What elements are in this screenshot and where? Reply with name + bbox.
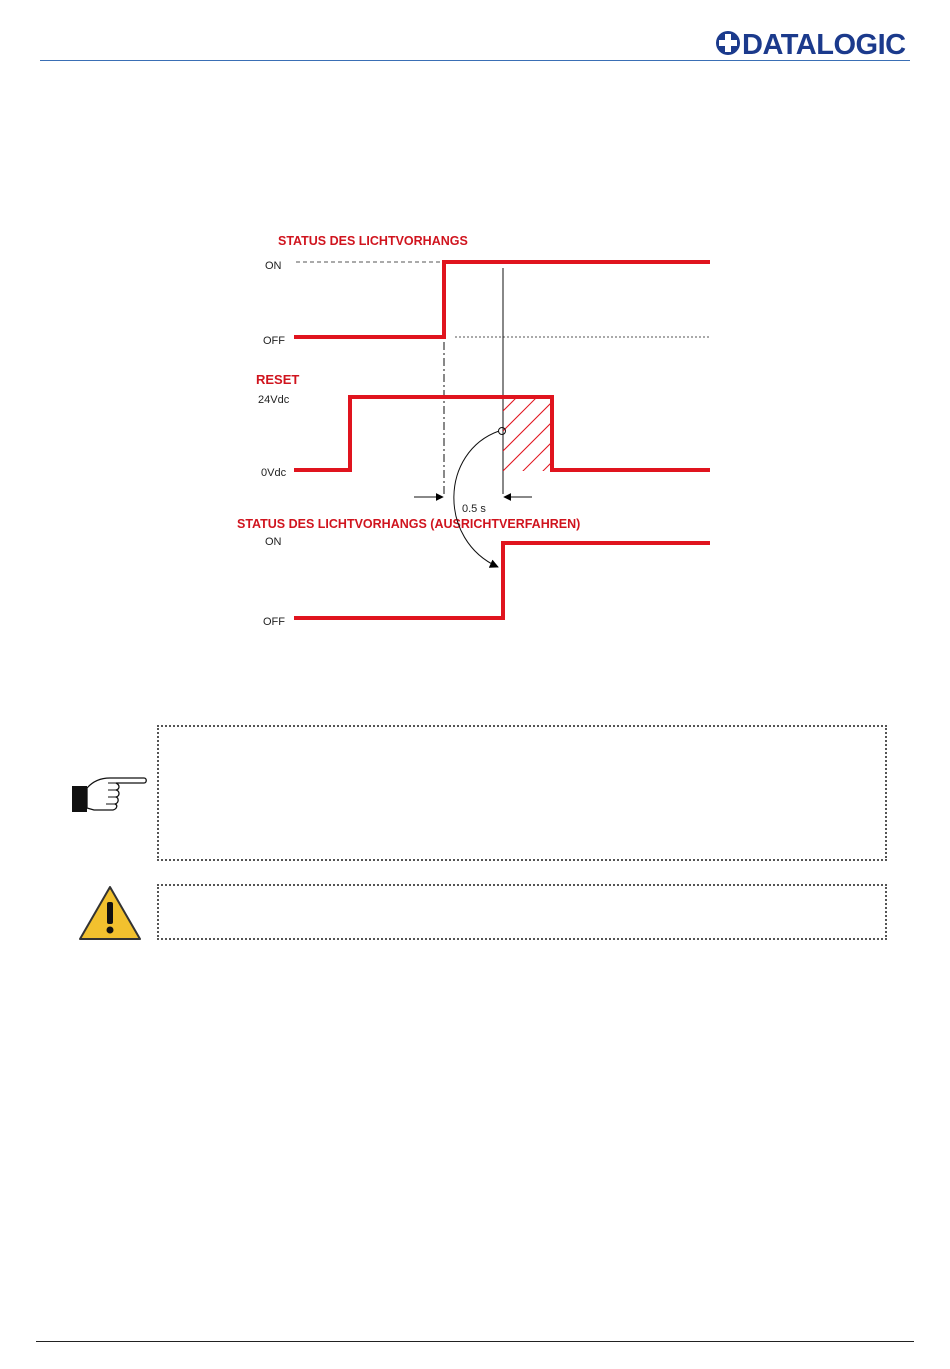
reset-low-label: 0Vdc [261, 467, 287, 479]
section-title-curtain-status: STATUS DES LICHTVORHANGS [278, 234, 468, 248]
brand-name: DATALOGIC [742, 29, 906, 60]
reset-high-label: 24Vdc [258, 394, 290, 406]
interval-label: 0.5 s [462, 503, 486, 515]
alignment-off-label: OFF [263, 616, 285, 628]
alignment-on-label: ON [265, 536, 282, 548]
reset-hatched-window [503, 397, 617, 476]
section-title-alignment-status: STATUS DES LICHTVORHANGS (AUSRICHTVERFAHREN) [237, 517, 581, 531]
pointing-hand-icon [72, 772, 148, 814]
reset-waveform [294, 397, 710, 470]
curtain-on-label: ON [265, 260, 282, 272]
alignment-status-waveform [294, 543, 710, 618]
note-box [157, 725, 887, 861]
transition-arrow [454, 431, 499, 567]
warning-triangle-icon [78, 884, 142, 942]
curtain-status-waveform [294, 262, 710, 337]
footer-rule [36, 1341, 914, 1342]
curtain-off-label: OFF [263, 335, 285, 347]
reset-sample-point [499, 428, 506, 435]
section-title-reset: RESET [256, 372, 300, 387]
warning-box [157, 884, 887, 940]
